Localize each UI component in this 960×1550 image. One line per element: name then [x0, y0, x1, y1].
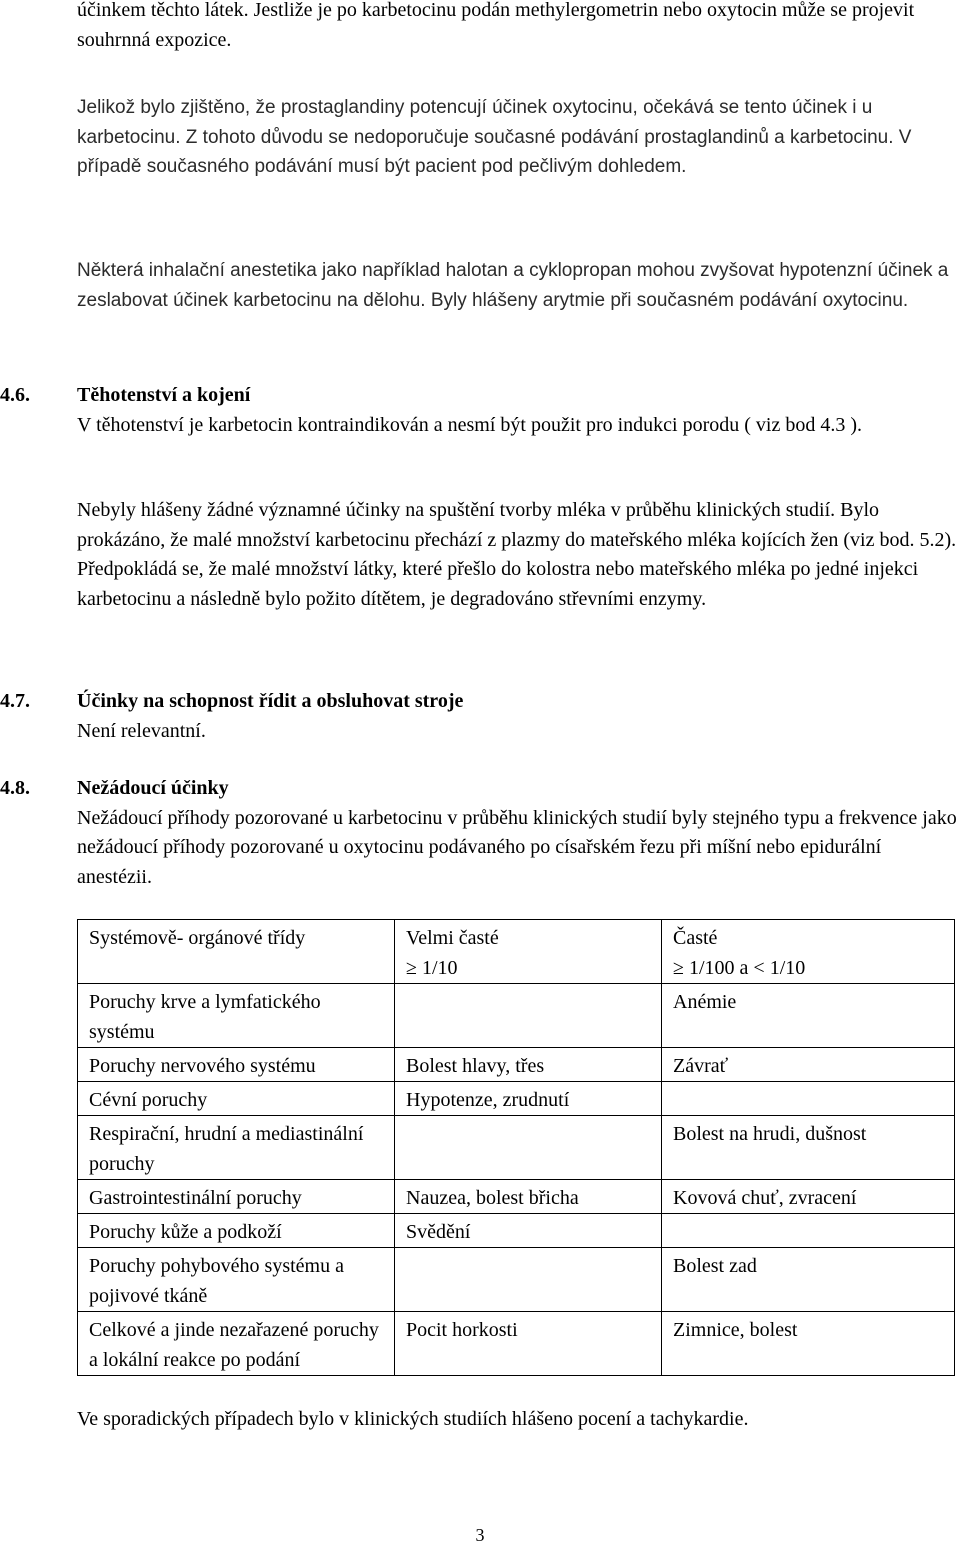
- cell-common: [662, 1214, 955, 1248]
- cell-soc: Celkové a jinde nezařazené poruchy a lokální reakce po podání: [78, 1312, 395, 1376]
- paragraph-anesthetics: Některá inhalační anestetika jako například halotan a cyklopropan mohou zvyšovat hypotenzní účinek a zeslabovat účinek karbetocinu na dělohu. Byly hlášeny arytmie při současném podávání oxytocinu.: [77, 260, 949, 311]
- section-title: Účinky na schopnost řídit a obsluhovat stroje: [77, 690, 464, 712]
- adverse-effects-table: [77, 919, 955, 1376]
- cell-common: Kovová chuť, zvracení: [662, 1180, 955, 1214]
- section-title: Nežádoucí účinky: [77, 777, 229, 799]
- table-row: [78, 1214, 955, 1248]
- cell-common: Anémie: [662, 984, 955, 1048]
- cell-soc: Cévní poruchy: [78, 1082, 395, 1116]
- header-common-label: Časté: [673, 927, 718, 949]
- table-row: [78, 1082, 955, 1116]
- prostaglandins-text-a: Jelikož bylo zjištěno, že prostaglandiny potencují účinek oxytocinu, očekává se tento účinek i u karbetocinu.: [77, 97, 873, 148]
- cell-very-common: Nauzea, bolest břicha: [395, 1180, 662, 1214]
- section-body: Není relevantní.: [77, 719, 206, 742]
- header-common-freq: ≥ 1/100 a < 1/10: [673, 957, 806, 979]
- paragraph-lactation: Nebyly hlášeny žádné významné účinky na spuštění tvorby mléka v průběhu klinických studií. Bylo prokázáno, že malé množství karbetocinu přechází z plazmy do mateřského mléka kojících žen (viz bod. 5.2). Předpokládá se, že malé množství látky, které přešlo do kolostra nebo mateřského mléka po jedné injekci karbetocinu a následně bylo požito dítětem, je degradováno střevními enzymy.: [77, 499, 957, 610]
- table-row: [78, 1248, 955, 1312]
- header-soc: [78, 920, 395, 984]
- paragraph-prostaglandins: [77, 93, 957, 182]
- cell-common: Bolest na hrudi, dušnost: [662, 1116, 955, 1180]
- cell-soc: Poruchy krve a lymfatického systému: [78, 984, 395, 1048]
- section-number: 4.7.: [0, 690, 30, 712]
- section-title: Těhotenství a kojení: [77, 384, 251, 406]
- cell-soc: Poruchy kůže a podkoží: [78, 1214, 395, 1248]
- table-header-row: [78, 920, 955, 984]
- paragraph-interactions-end: účinkem těchto látek. Jestliže je po karbetocinu podán methylergometrin nebo oxytocin může se projevit souhrnná expozice.: [77, 0, 915, 51]
- cell-soc: Respirační, hrudní a mediastinální poruchy: [78, 1116, 395, 1180]
- cell-common: Závrať: [662, 1048, 955, 1082]
- section-body: V těhotenství je karbetocin kontraindikován a nesmí být použit pro indukci porodu ( viz bod 4.3 ).: [77, 413, 863, 436]
- section-4-8: [0, 774, 960, 894]
- cell-very-common: Pocit horkosti: [395, 1312, 662, 1376]
- header-common: [662, 920, 955, 984]
- prostaglandins-text-b: Z tohoto důvodu se nedoporučuje současné podávání prostaglandinů a karbetocinu. V případě současného podávání musí být pacient pod pečlivým dohledem.: [77, 126, 912, 177]
- section-4-6: [0, 381, 960, 471]
- cell-soc: Poruchy nervového systému: [78, 1048, 395, 1082]
- section-number: 4.8.: [0, 777, 30, 799]
- cell-very-common: [395, 984, 662, 1048]
- header-very-common-freq: ≥ 1/10: [406, 957, 458, 979]
- table-row: [78, 1116, 955, 1180]
- header-soc-label: Systémově- orgánové třídy: [89, 927, 306, 949]
- paragraph-sporadic: Ve sporadických případech bylo v klinických studiích hlášeno pocení a tachykardie.: [77, 1408, 749, 1430]
- section-4-7: [0, 687, 960, 747]
- table-row: [78, 1048, 955, 1082]
- cell-soc: Poruchy pohybového systému a pojivové tkáně: [78, 1248, 395, 1312]
- cell-very-common: [395, 1248, 662, 1312]
- table-row: [78, 1180, 955, 1214]
- cell-very-common: Bolest hlavy, třes: [395, 1048, 662, 1082]
- cell-very-common: Hypotenze, zrudnutí: [395, 1082, 662, 1116]
- cell-common: [662, 1082, 955, 1116]
- section-number: 4.6.: [0, 384, 30, 406]
- section-body: Nežádoucí příhody pozorované u karbetocinu v průběhu klinických studií byly stejného typu a frekvence jako nežádoucí příhody pozorované u oxytocinu podávaného po císařském řezu při míšní nebo epidurální anestézii.: [77, 806, 957, 888]
- cell-very-common: Svědění: [395, 1214, 662, 1248]
- page-number: 3: [475, 1525, 485, 1545]
- cell-common: Bolest zad: [662, 1248, 955, 1312]
- table-row: [78, 1312, 955, 1376]
- header-very-common-label: Velmi časté: [406, 927, 499, 949]
- table-row: [78, 984, 955, 1048]
- cell-common: Zimnice, bolest: [662, 1312, 955, 1376]
- cell-soc: Gastrointestinální poruchy: [78, 1180, 395, 1214]
- header-very-common: [395, 920, 662, 984]
- cell-very-common: [395, 1116, 662, 1180]
